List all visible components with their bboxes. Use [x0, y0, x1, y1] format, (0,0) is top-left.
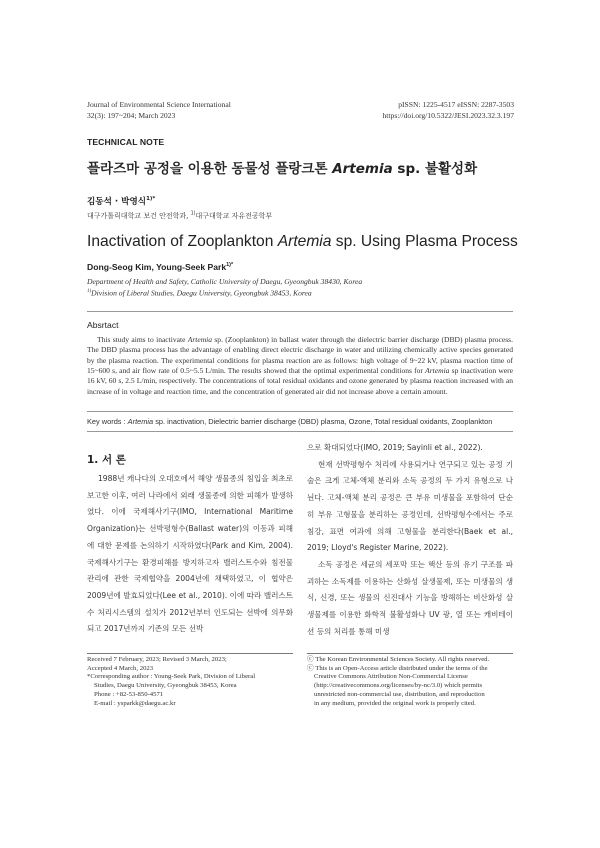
footnote-divider	[87, 653, 293, 654]
korean-affil-2: 대구대학교 자유전공학부	[195, 212, 273, 220]
journal-header-left	[87, 100, 231, 121]
korean-authors	[87, 195, 155, 207]
english-title-part: sp. Using Plasma Process	[331, 233, 518, 250]
license-url[interactable]: (http://creativecommons.org/licenses/by-nc/3.0) which permits	[314, 682, 483, 690]
abstract-text: sp inactivation were 16 kV, 60 s, 2.5 L/min, respectively. The concentrations of total residual oxidants and ozone generated by plasma reaction increased with an increase of in voltage and reaction time, and the concentration of generated air did not increase above a certain amount.	[87, 366, 513, 396]
corresponding-author: *Corresponding author : Young-Seek Park, Division of Liberal	[87, 673, 256, 681]
affil-marker: 1)	[190, 211, 196, 217]
keywords-list: sp. inactivation, Dielectric barrier discharge (DBD) plasma, Ozone, Total residual oxidants, Zooplankton	[153, 417, 493, 426]
abstract-body	[87, 335, 513, 397]
email[interactable]: E-mail : ysparkk@daegu.ac.kr	[94, 699, 176, 707]
abstract-species: Artemia	[425, 366, 450, 376]
received-date: Received 7 February, 2023; Revised 3 March, 2023;	[87, 656, 227, 663]
abstract-heading: Absrtact	[87, 320, 119, 330]
divider	[87, 311, 513, 312]
english-title-species: Artemia	[277, 233, 332, 250]
body-paragraph: 1988년 캐나다의 오대호에서 해양 생물종의 침입을 최초로 보고한 이후, 여러 나라에서 외래 생물종에 의한 피해가 발생하였다. 이에 국제해사기구(IMO, International Maritime Organization)는 선박평형수(Ballast water)의 이동과 피해에 대한 문제를 논의하기 시작하였다(Park and Kim, 2004). 국제해사기구는 환경피해를 방지하고자 밸러스트수와 침전물 관리에 관한 국제협약을 2004년에 채택하였고, 이 협약은 2009년에 발효되었다(Lee et al., 2010). 이에 따라 밸러스트수 처리시스템의 설치가 2012년부터 인도되는 선박에 의무화되고 2017년까지 기존의 모든 선박	[87, 474, 293, 634]
korean-title	[87, 157, 477, 177]
english-affil-2-text: Division of Liberal Studies, Daegu University, Gyeongbuk 38453, Korea	[91, 288, 312, 298]
keywords-species: Artemia	[127, 417, 154, 426]
body-paragraph: 소독 공정은 세균의 세포막 또는 핵산 등의 유기 구조를 파괴하는 소독제를 이용하는 산화성 살생물제, 또는 미생물의 생식, 신경, 또는 생물의 신진대사 기능을 방해하는 비산화성 살생물제를 이용한 화학적 불활성화나 UV 광, 열 또는 캐비테이션 등의 처리를 통해 미생	[307, 559, 513, 636]
body-column-right	[307, 440, 513, 640]
affil-marker: 1)	[87, 289, 92, 295]
korean-author-names: 김동석 · 박영식	[87, 197, 147, 207]
license-line: ⓒ This is an Open-Access article distributed under the terms of the	[307, 664, 488, 672]
abstract-text: This study aims to inactivate	[97, 335, 188, 344]
section-heading: 1. 서 론	[87, 454, 126, 466]
article-type: TECHNICAL NOTE	[87, 137, 165, 147]
journal-name: Journal of Environmental Science International	[87, 100, 231, 109]
author-marker: 1)*	[226, 262, 234, 269]
phone: Phone : +82-53-850-4571	[94, 690, 164, 698]
author-marker: 1)*	[146, 196, 156, 203]
korean-affil-1: 대구가톨릭대학교 보건 안전학과,	[87, 212, 191, 220]
footnote-divider	[307, 653, 513, 654]
korean-title-part: 플라즈마 공정을 이용한 동물성 플랑크톤	[87, 161, 333, 177]
keywords	[87, 417, 513, 426]
journal-doi[interactable]: https://doi.org/10.5322/JESI.2023.32.3.197	[382, 110, 514, 120]
license-line: Creative Commons Attribution Non-Commercial License	[314, 673, 468, 681]
english-affiliations	[87, 277, 362, 299]
accepted-date: Accepted 4 March, 2023	[87, 664, 154, 672]
korean-affiliations	[87, 211, 272, 221]
body-paragraph: 현재 선박평형수 처리에 사용되거나 연구되고 있는 공정 기술은 크게 고체-액체 분리와 소독 공정의 두 가지 유형으로 나뉜다. 고체-액체 분리 공정은 큰 부유 미생물을 포함하여 단순히 부유 고형물을 분리하는 공정인데, 선박평형수에서는 주로 침강, 표면 여과에 의해 고형물을 분리한다(Baek et al., 2019; Lloyd's Register Marine, 2022).	[307, 459, 513, 553]
english-affil-1: Department of Health and Safety, Catholic University of Daegu, Gyeongbuk 38430, Korea	[87, 277, 363, 286]
english-authors	[87, 262, 233, 272]
divider	[87, 411, 513, 412]
copyright-line: ⓒ The Korean Environmental Sciences Society. All rights reserved.	[307, 656, 490, 663]
english-affil-2	[87, 287, 362, 299]
english-title	[87, 233, 518, 251]
korean-title-part: sp. 불활성화	[392, 161, 478, 177]
english-title-part: Inactivation of Zooplankton	[87, 233, 278, 250]
journal-volume: 32(3): 197~204; March 2023	[87, 110, 176, 120]
license-line: unrestricted non-commercial use, distribution, and reproduction	[314, 690, 485, 698]
keywords-label: Key words :	[87, 417, 128, 426]
journal-header-right	[383, 100, 515, 121]
body-column-left	[87, 471, 293, 638]
abstract-species: Artemia	[187, 335, 213, 344]
divider	[87, 431, 513, 432]
license-line: in any medium, provided the original work is properly cited.	[314, 699, 476, 707]
korean-title-species: Artemia	[332, 161, 393, 177]
license-footnote	[307, 656, 513, 708]
article-history-footnote	[87, 656, 293, 708]
corresponding-address: Studies, Daegu University, Gyeongbuk 38453, Korea	[94, 682, 237, 690]
english-author-names: Dong-Seog Kim, Young-Seek Park	[87, 262, 227, 272]
journal-issn: pISSN: 1225-4517 eISSN: 2287-3503	[398, 100, 514, 109]
abstract-text: sp. (Zooplankton) in ballast water through the dielectric barrier discharge (DBD) plasma process. The DBD plasma process has the advantage of enabling direct electric discharge in water and utilizing chemically active species generated by the plasma reaction. The experimental conditions for plasma reaction are as follows: high voltage of 9~22 kV, plasma reaction time of 15~600 s, and air flow rate of 0.5~5.5 L/min. The results showed that the optimal experimental conditions for	[87, 335, 513, 376]
body-paragraph: 으로 확대되었다(IMO, 2019; Sayinli et al., 2022).	[307, 443, 483, 452]
